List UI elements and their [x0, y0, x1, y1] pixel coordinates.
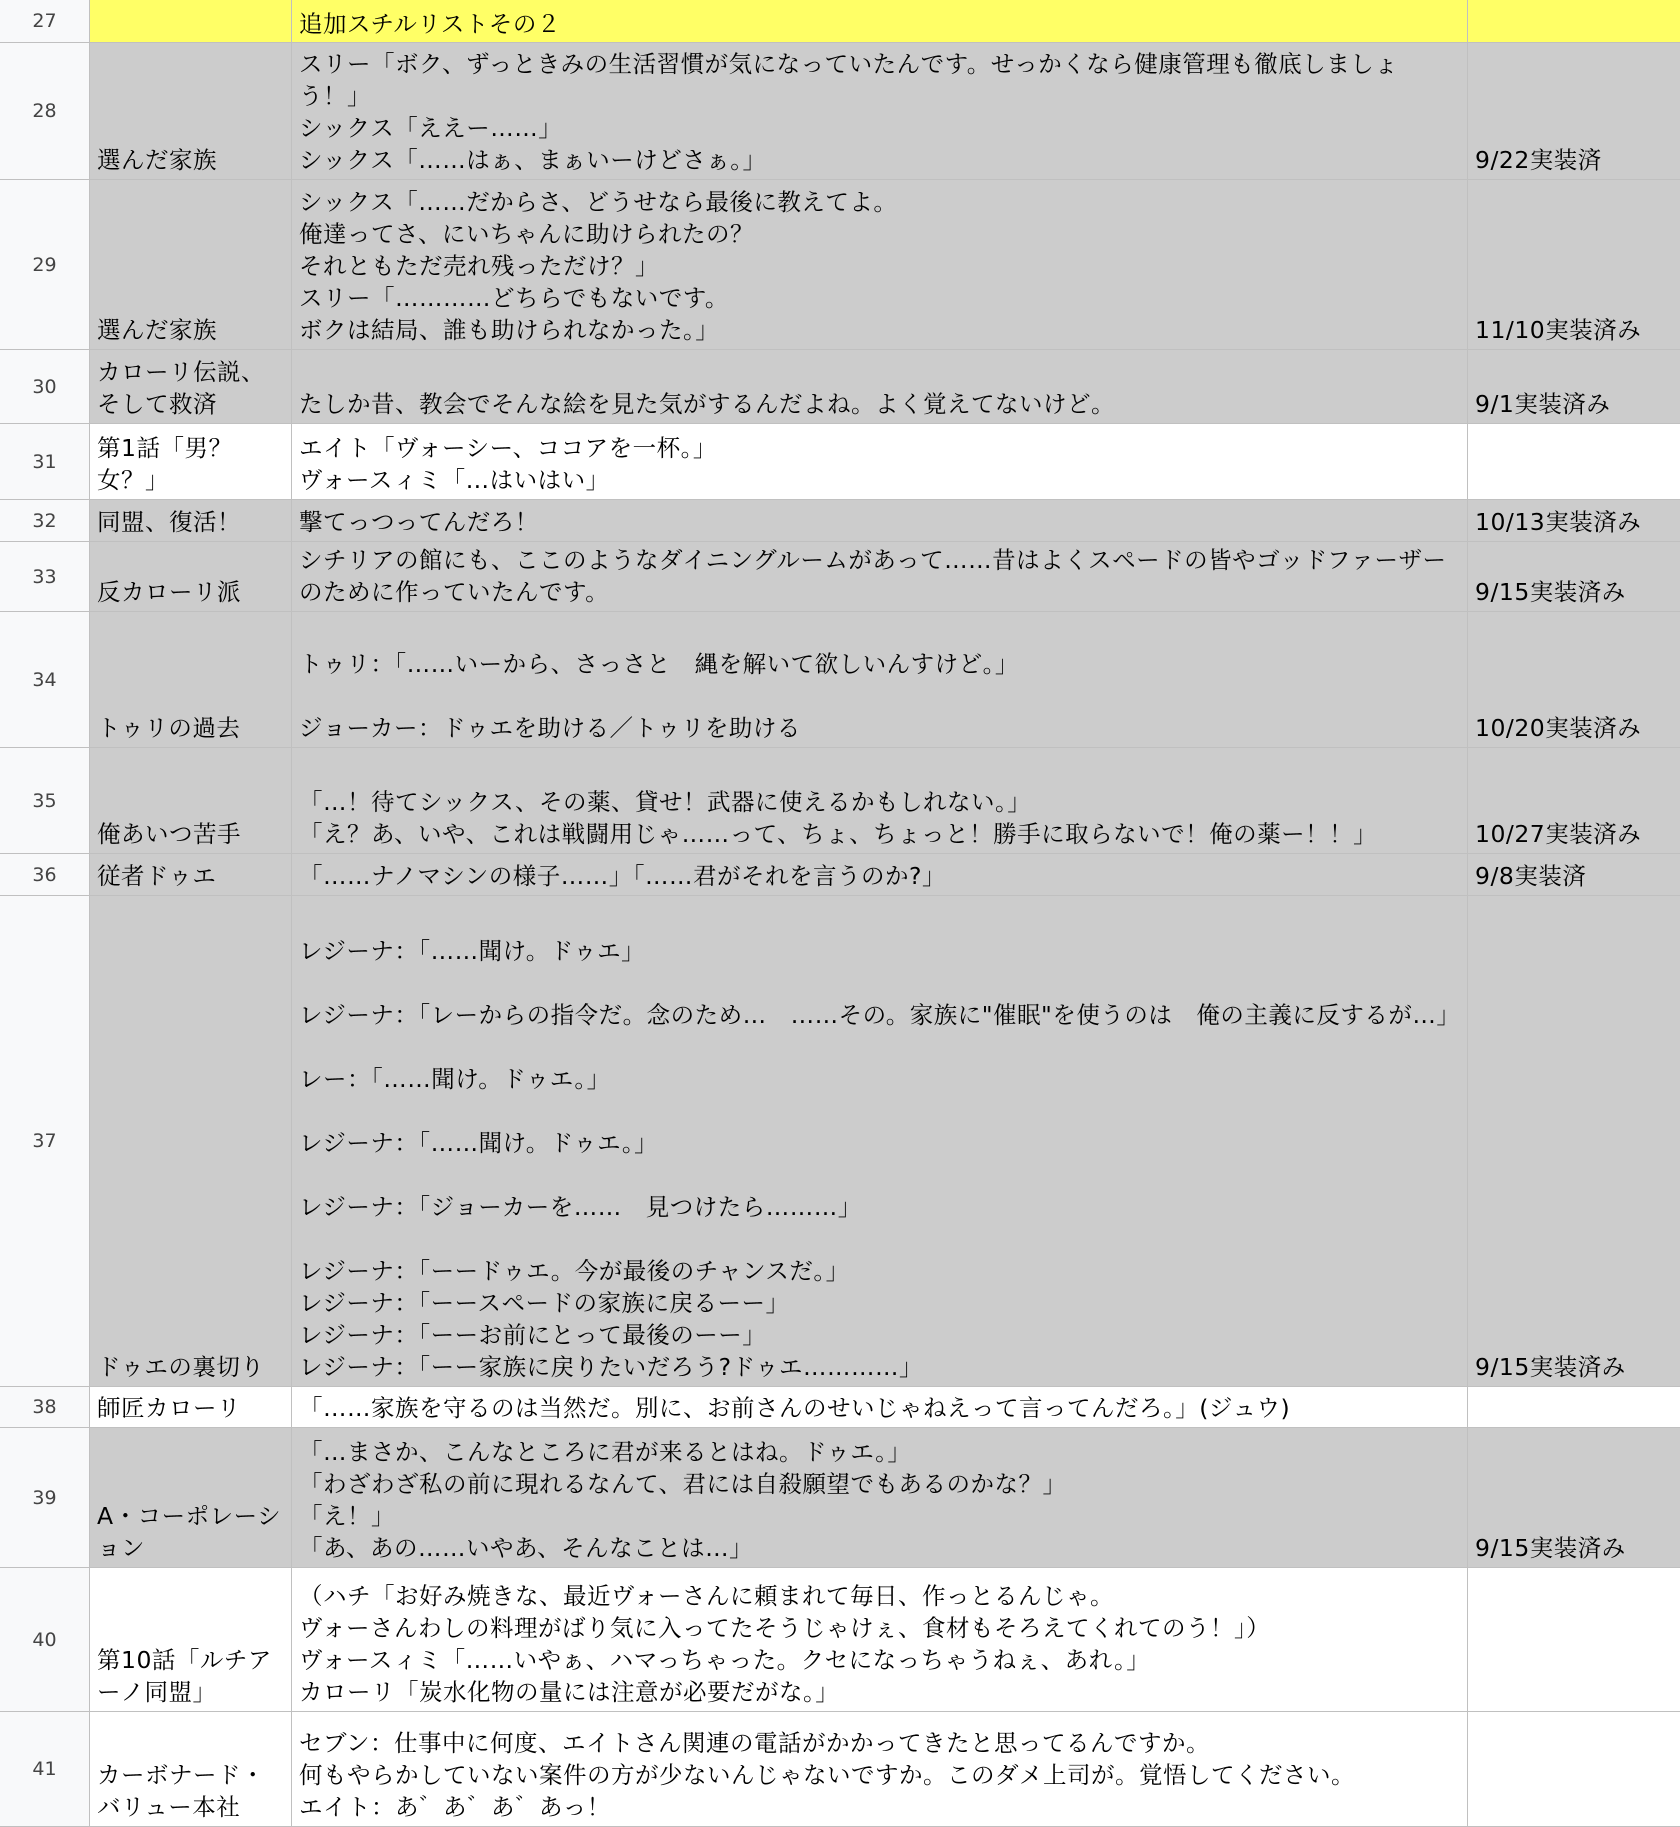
line-text: 「…まさか、こんなところに君が来るとはね。ドゥエ。」 「わざわざ私の前に現れるなんて、君には自殺願望でもあるのかな？」 「え！」 「あ、あの……いやあ、そんなことは…」 [299, 1438, 1067, 1562]
line-text: 「……ナノマシンの様子……」「……君がそれを言うのか?」 [299, 862, 946, 890]
line-cell[interactable] [292, 500, 1468, 542]
row-number[interactable]: 30 [0, 350, 90, 424]
title-text: 選んだ家族 [97, 316, 217, 344]
table-row [0, 424, 1680, 500]
title-text: ドゥエの裏切り [97, 1353, 265, 1381]
line-cell[interactable] [292, 1568, 1468, 1712]
row-number[interactable]: 37 [0, 896, 90, 1387]
table-row [0, 1712, 1680, 1827]
line-text: 撃てっつってんだろ！ [299, 508, 539, 536]
row-number[interactable]: 31 [0, 424, 90, 500]
table-row [0, 0, 1680, 43]
line-cell[interactable] [292, 180, 1468, 350]
line-cell[interactable] [292, 612, 1468, 748]
title-cell[interactable] [90, 1387, 292, 1428]
title-text: 従者ドゥエ [97, 862, 217, 890]
table-row [0, 1387, 1680, 1428]
line-cell[interactable] [292, 748, 1468, 854]
title-text: 第10話「ルチアーノ同盟」 [97, 1646, 272, 1706]
table-row [0, 1568, 1680, 1712]
line-text: エイト「ヴォーシー、ココアを一杯。」 ヴォースィミ「…はいはい」 [299, 434, 717, 494]
line-cell[interactable] [292, 424, 1468, 500]
table-row [0, 1428, 1680, 1568]
line-text: レジーナ：「……聞け。ドゥエ」 レジーナ：「レーからの指令だ。念のため… ……その。家族に"催眠"を使うのは 俺の主義に反するが…」 レー：「……聞け。ドゥエ。」 レジーナ：「……聞け。ドゥエ。」 レジーナ：「ジョーカーを…… 見つけたら………」 レジーナ：「ーードゥエ。今が最後のチャンスだ。」 レジーナ：「ーースペードの家族に戻るーー」 レジーナ：「ーーお前にとって最後のーー」 レジーナ：「ーー家族に戻りたいだろう?ドゥエ…………」 [299, 937, 1461, 1381]
row-number[interactable]: 33 [0, 542, 90, 612]
line-cell[interactable] [292, 1428, 1468, 1568]
status-text: 9/8実装済 [1475, 862, 1587, 890]
title-cell[interactable] [90, 748, 292, 854]
row-number[interactable]: 35 [0, 748, 90, 854]
line-text: シックス「……だからさ、どうせなら最後に教えてよ。 俺達ってさ、にいちゃんに助けられたの？ それともただ売れ残っただけ？」 スリー「…………どちらでもないです。 ボクは結局、誰も助けられなかった。」 [299, 188, 898, 344]
status-cell[interactable] [1468, 350, 1680, 424]
status-cell[interactable] [1468, 1387, 1680, 1428]
table-row [0, 612, 1680, 748]
title-cell[interactable] [90, 1428, 292, 1568]
line-cell[interactable] [292, 1712, 1468, 1827]
row-number[interactable]: 34 [0, 612, 90, 748]
title-cell[interactable] [90, 1712, 292, 1827]
line-text: 追加スチルリストその２ [299, 10, 561, 38]
table-row [0, 180, 1680, 350]
status-text: 9/22実装済 [1475, 146, 1602, 174]
status-text: 9/15実装済み [1475, 1534, 1626, 1562]
title-text: カローリ伝説、そして救済 [97, 358, 265, 418]
row-number[interactable]: 28 [0, 43, 90, 180]
title-text: トゥリの過去 [97, 714, 241, 742]
status-text: 10/20実装済み [1475, 714, 1642, 742]
row-number[interactable]: 41 [0, 1712, 90, 1827]
status-text: 9/1実装済み [1475, 390, 1611, 418]
table-row [0, 350, 1680, 424]
line-cell[interactable] [292, 43, 1468, 180]
table-row [0, 854, 1680, 896]
table-row [0, 542, 1680, 612]
table-row [0, 43, 1680, 180]
title-text: 選んだ家族 [97, 146, 217, 174]
line-cell[interactable] [292, 1387, 1468, 1428]
title-cell[interactable] [90, 1568, 292, 1712]
row-number[interactable]: 36 [0, 854, 90, 896]
line-cell[interactable] [292, 854, 1468, 896]
status-cell[interactable] [1468, 896, 1680, 1387]
line-text: 「…！待てシックス、その薬、貸せ！武器に使えるかもしれない。」 「え？あ、いや、これは戦闘用じゃ……って、ちょ、ちょっと！勝手に取らないで！俺の薬ー！！」 [299, 788, 1378, 848]
title-cell[interactable] [90, 896, 292, 1387]
row-number[interactable]: 27 [0, 0, 90, 43]
status-cell[interactable] [1468, 500, 1680, 542]
status-cell[interactable] [1468, 424, 1680, 500]
status-cell[interactable] [1468, 180, 1680, 350]
table-row [0, 500, 1680, 542]
row-number[interactable]: 40 [0, 1568, 90, 1712]
title-text: A・コーポレーション [97, 1502, 282, 1562]
row-number[interactable]: 39 [0, 1428, 90, 1568]
status-cell[interactable] [1468, 748, 1680, 854]
line-cell[interactable] [292, 896, 1468, 1387]
status-cell[interactable] [1468, 1712, 1680, 1827]
line-cell[interactable] [292, 350, 1468, 424]
status-text: 10/27実装済み [1475, 820, 1642, 848]
status-cell[interactable] [1468, 43, 1680, 180]
row-number[interactable]: 32 [0, 500, 90, 542]
status-cell[interactable] [1468, 0, 1680, 43]
title-text: 反カローリ派 [97, 578, 241, 606]
table-row [0, 748, 1680, 854]
line-text: スリー「ボク、ずっときみの生活習慣が気になっていたんです。せっかくなら健康管理も徹底しましょう！」 シックス「ええー……」 シックス「……はぁ、まぁいーけどさぁ。」 [299, 50, 1399, 174]
title-cell[interactable] [90, 854, 292, 896]
title-text: カーボナード・バリュー本社 [97, 1761, 265, 1821]
line-cell[interactable] [292, 0, 1468, 43]
title-cell[interactable] [90, 0, 292, 43]
status-cell[interactable] [1468, 854, 1680, 896]
status-text: 10/13実装済み [1475, 508, 1642, 536]
status-cell[interactable] [1468, 542, 1680, 612]
status-cell[interactable] [1468, 612, 1680, 748]
line-text: たしか昔、教会でそんな絵を見た気がするんだよね。よく覚えてないけど。 [299, 390, 1115, 418]
status-text: 9/15実装済み [1475, 578, 1626, 606]
table-row [0, 896, 1680, 1387]
line-text: セブン：仕事中に何度、エイトさん関連の電話がかかってきたと思ってるんですか。 何もやらかしていない案件の方が少ないんじゃないですか。このダメ上司が。覚悟してください。 エイト：あ゛あ゛あ゛あっ！ [299, 1729, 1355, 1821]
title-cell[interactable] [90, 612, 292, 748]
status-text: 11/10実装済み [1475, 316, 1642, 344]
title-text: 同盟、復活！ [97, 508, 241, 536]
title-cell[interactable] [90, 500, 292, 542]
title-cell[interactable] [90, 180, 292, 350]
title-cell[interactable] [90, 542, 292, 612]
title-text: 師匠カローリ [97, 1394, 241, 1422]
title-cell[interactable] [90, 350, 292, 424]
title-cell[interactable] [90, 424, 292, 500]
line-cell[interactable] [292, 542, 1468, 612]
line-text: 「……家族を守るのは当然だ。別に、お前さんのせいじゃねえって言ってんだろ。」(ジュウ) [299, 1394, 1291, 1422]
line-text: （ハチ「お好み焼きな、最近ヴォーさんに頼まれて毎日、作っとるんじゃ。 ヴォーさんわしの料理がばり気に入ってたそうじゃけぇ、食材もそろえてくれてのう！」） ヴォースィミ「……いやぁ、ハマっちゃった。クセになっちゃうねぇ、あれ。」 カローリ「炭水化物の量には注意が必要だがな。」 [299, 1582, 1271, 1706]
title-text: 俺あいつ苦手 [97, 820, 241, 848]
title-cell[interactable] [90, 43, 292, 180]
status-text: 9/15実装済み [1475, 1353, 1626, 1381]
status-cell[interactable] [1468, 1568, 1680, 1712]
title-text: 第1話「男？女？」 [97, 434, 233, 494]
status-cell[interactable] [1468, 1428, 1680, 1568]
line-text: シチリアの館にも、ここのようなダイニングルームがあって……昔はよくスペードの皆やゴッドファーザーのために作っていたんです。 [299, 546, 1447, 606]
row-number[interactable]: 38 [0, 1387, 90, 1428]
row-number[interactable]: 29 [0, 180, 90, 350]
line-text: トゥリ：「……いーから、さっさと 縄を解いて欲しいんすけど。」 ジョーカー：ドゥエを助ける／トゥリを助ける [299, 650, 1019, 742]
